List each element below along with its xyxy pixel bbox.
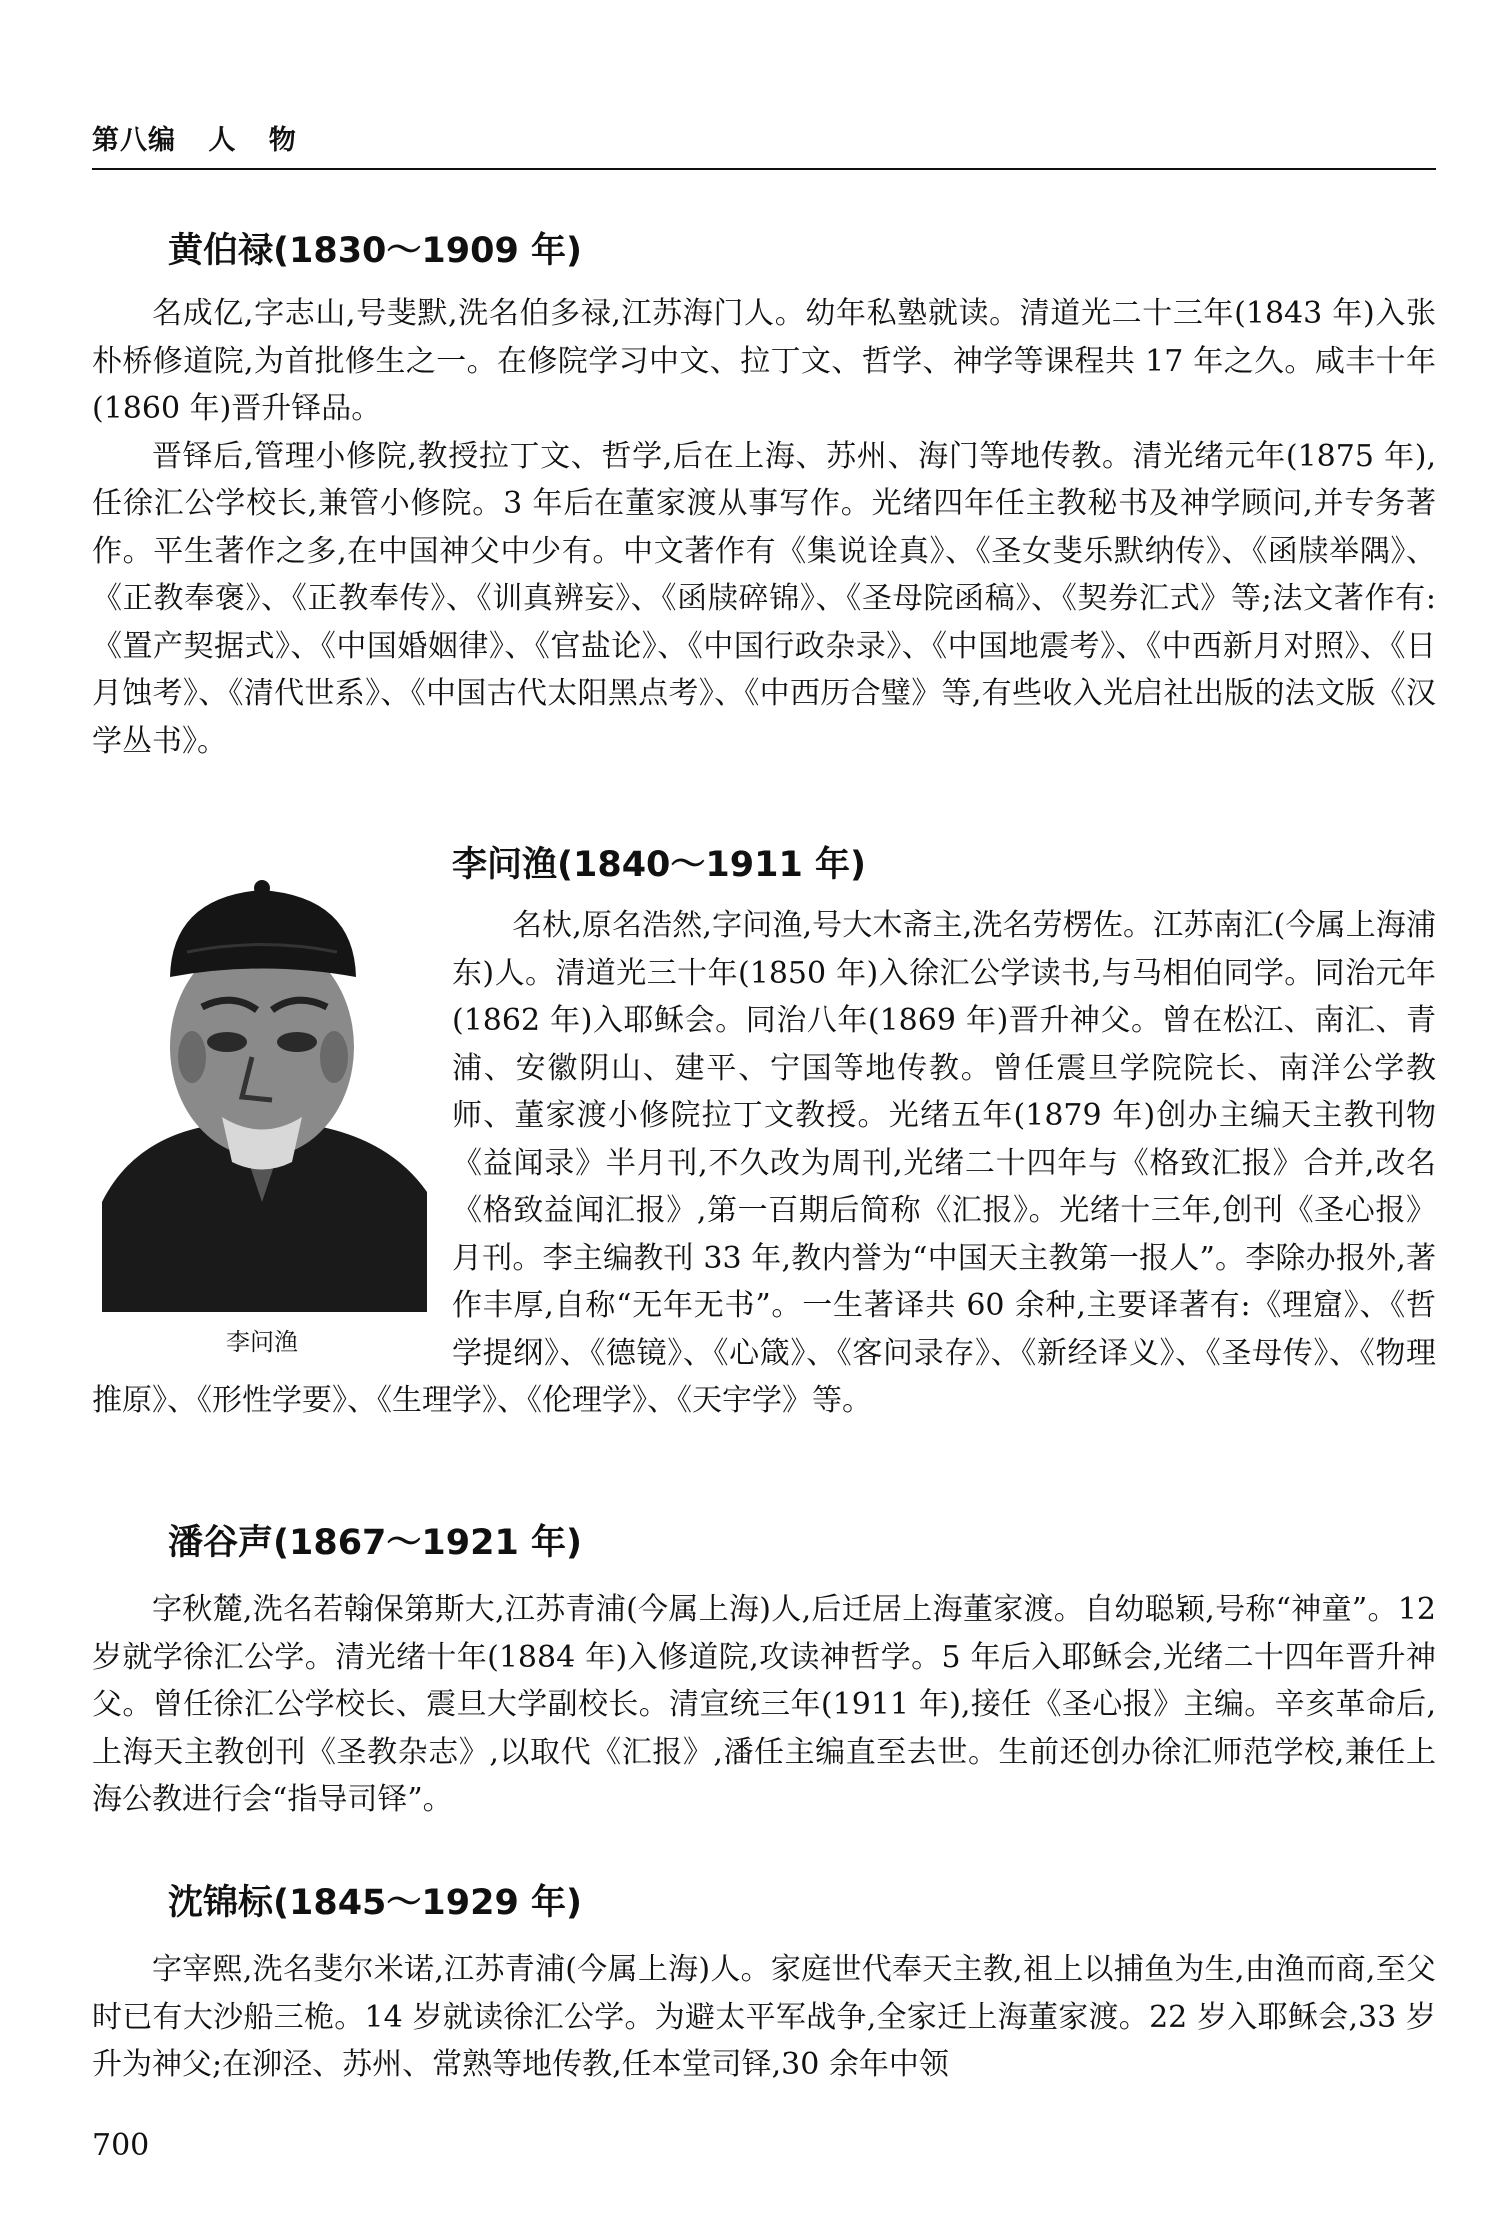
- portrait-caption: 李问渔: [226, 1328, 298, 1356]
- paragraph: 名成亿,字志山,号斐默,洗名伯多禄,江苏海门人。幼年私塾就读。清道光二十三年(1843 年)入张朴桥修道院,为首批修生之一。在修院学习中文、拉丁文、哲学、神学等课程共 17 年之久。咸丰十年(1860 年)晋升铎品。: [92, 296, 1436, 426]
- biography-li-wenyu: [92, 842, 1436, 1425]
- page-number: 700: [92, 2128, 150, 2163]
- biography-pan-gusheng: [92, 1520, 1436, 1824]
- section-title: 黄伯禄(1830～1909 年): [168, 231, 583, 271]
- section-title: 潘谷声(1867～1921 年): [168, 1523, 583, 1563]
- section-title: 沈锦标(1845～1929 年): [168, 1883, 583, 1923]
- paragraph: 名杕,原名浩然,字问渔,号大木斋主,洗名劳楞佐。江苏南汇(今属上海浦东)人。清道光三十年(1850 年)入徐汇公学读书,与马相伯同学。同治元年(1862 年)入耶稣会。同治八年(1869 年)晋升神父。曾在松江、南汇、青浦、安徽阴山、建平、宁国等地传教。曾任震旦学院院长、南洋公学教师、董家渡小修院拉丁文教授。光绪五年(1879 年)创办主编天主教刊物《益闻录》半月刊,不久改为周刊,光绪二十四年与《格致汇报》合并,改名《格致益闻汇报》,第一百期后简称《汇报》。光绪十三年,创刊《圣心报》月刊。李主编教刊 33 年,教内誉为“中国天主教第一报人”。李除办报外,著作丰厚,自称“无年无书”。一生著译共 60 余种,主要译著有:《理窟》、《哲学提纲》、《德镜》、《心箴》、《客问录存》、《新经译义》、《圣母传》、《物理推原》、《形性学要》、《生理学》、《伦理学》、《天宇学》等。: [92, 908, 1436, 1418]
- paragraph: 字秋麓,洗名若翰保第斯大,江苏青浦(今属上海)人,后迁居上海董家渡。自幼聪颖,号称“神童”。12 岁就学徐汇公学。清光绪十年(1884 年)入修道院,攻读神哲学。5 年后入耶稣会,光绪二十四年晋升神父。曾任徐汇公学校长、震旦大学副校长。清宣统三年(1911 年),接任《圣心报》主编。辛亥革命后,上海天主教创刊《圣教杂志》,以取代《汇报》,潘任主编直至去世。生前还创办徐汇师范学校,兼任上海公教进行会“指导司铎”。: [92, 1592, 1436, 1817]
- portrait-figure: [92, 842, 440, 1362]
- header-rule: [92, 168, 1436, 170]
- running-header: 第八编 人 物: [92, 125, 297, 156]
- paragraph: 字宰熙,洗名斐尔米诺,江苏青浦(今属上海)人。家庭世代奉天主教,祖上以捕鱼为生,由渔而商,至父时已有大沙船三桅。14 岁就读徐汇公学。为避太平军战争,全家迁上海董家渡。22 岁入耶稣会,33 岁升为神父;在泖泾、苏州、常熟等地传教,任本堂司铎,30 余年中领: [92, 1952, 1436, 2082]
- portrait-photo: [92, 842, 432, 1312]
- paragraph: 晋铎后,管理小修院,教授拉丁文、哲学,后在上海、苏州、海门等地传教。清光绪元年(1875 年),任徐汇公学校长,兼管小修院。3 年后在董家渡从事写作。光绪四年任主教秘书及神学顾问,并专务著作。平生著作之多,在中国神父中少有。中文著作有《集说诠真》、《圣女斐乐默纳传》、《函牍举隅》、《正教奉褒》、《正教奉传》、《训真辨妄》、《函牍碎锦》、《圣母院函稿》、《契券汇式》等;法文著作有:《置产契据式》、《中国婚姻律》、《官盐论》、《中国行政杂录》、《中国地震考》、《中西新月对照》、《日月蚀考》、《清代世系》、《中国古代太阳黑点考》、《中西历合璧》等,有些收入光启社出版的法文版《汉学丛书》。: [92, 438, 1436, 759]
- biography-shen-jinbiao: [92, 1880, 1436, 2089]
- section-title: 李问渔(1840～1911 年): [452, 845, 867, 885]
- biography-huang-bolu: [92, 228, 1436, 765]
